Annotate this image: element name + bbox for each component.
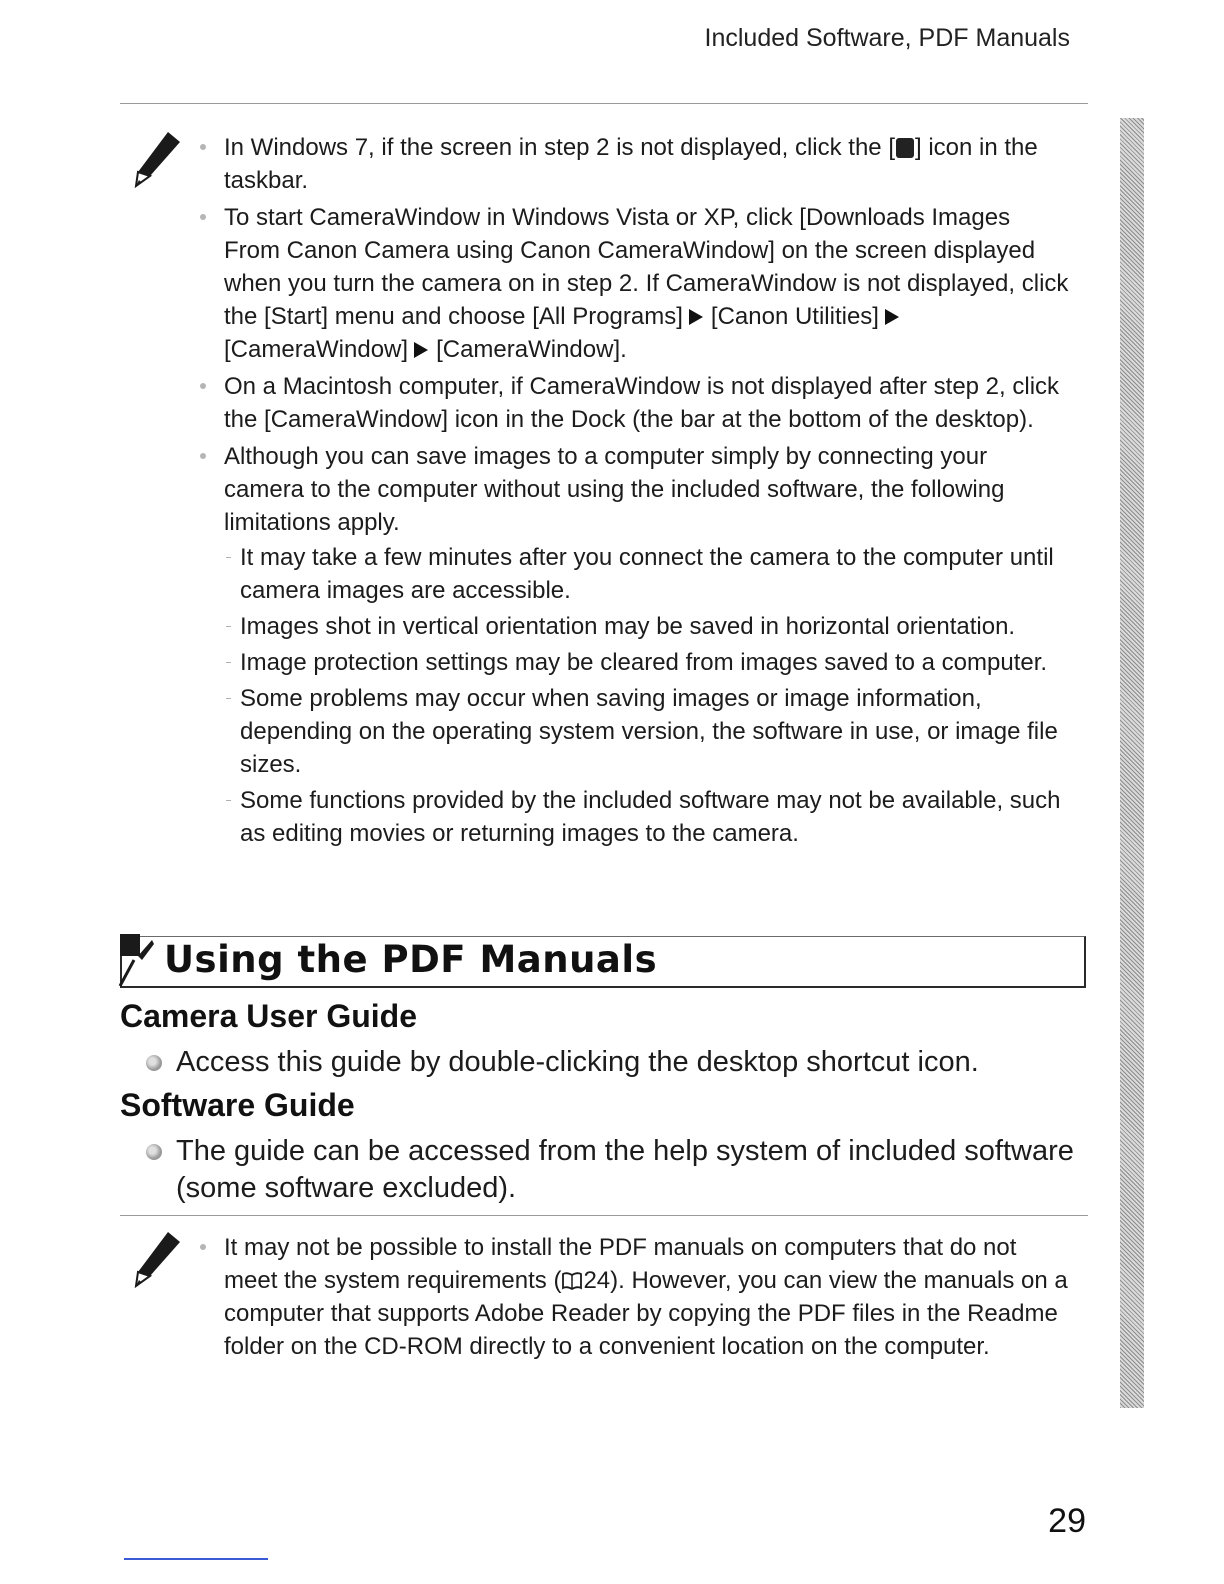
limitation-item — [224, 541, 1070, 607]
camera-user-guide-item — [144, 1044, 1084, 1081]
bullet-dot — [146, 1055, 162, 1071]
dash-marker — [226, 800, 231, 801]
limitation-item — [224, 682, 1070, 781]
note-divider — [120, 1215, 1088, 1216]
arrow-right-icon — [689, 309, 703, 325]
note-list-1 — [200, 131, 1070, 854]
guide-text: Access this guide by double-clicking the desktop shortcut icon. — [176, 1046, 979, 1078]
limitation-text: Some problems may occur when saving images or image information, depending on the operating system version, the software in use, or image file sizes. — [240, 685, 1058, 778]
bullet-dot — [200, 383, 206, 389]
dash-marker — [226, 662, 231, 663]
limitation-item — [224, 784, 1070, 850]
note-list-2 — [200, 1231, 1070, 1367]
page-number: 29 — [1048, 1502, 1086, 1540]
limitation-item — [224, 610, 1070, 643]
note-item — [200, 201, 1070, 366]
dash-marker — [226, 557, 231, 558]
limitation-text: Image protection settings may be cleared from images saved to a computer. — [240, 649, 1048, 676]
note-item — [200, 440, 1070, 850]
limitation-text: Some functions provided by the included software may not be available, such as editing movies or returning images to the camera. — [240, 787, 1061, 847]
note-item — [200, 131, 1070, 197]
note-text: [CameraWindow]. — [436, 336, 627, 363]
top-divider — [120, 103, 1088, 104]
pencil-note-icon — [134, 128, 182, 188]
software-guide-heading: Software Guide — [120, 1087, 355, 1123]
note-text: [CameraWindow] — [224, 336, 409, 363]
arrow-right-icon — [885, 309, 899, 325]
note-item — [200, 370, 1070, 436]
dash-marker — [226, 698, 231, 699]
bullet-dot — [200, 214, 206, 220]
note-text: 24). However, you can view the manuals on a computer that supports Adobe Reader by copying the PDF files in the Readme folder on the CD-ROM directly to a convenient location on the computer. — [224, 1267, 1068, 1360]
note-text: In Windows 7, if the screen in step 2 is not displayed, click the [ — [224, 134, 895, 161]
book-reference-icon — [561, 1271, 583, 1291]
bullet-dot — [146, 1144, 162, 1160]
software-guide-item — [144, 1133, 1084, 1207]
note-text: To start CameraWindow in Windows Vista or XP, click [Downloads Images From Canon Camera using Canon CameraWindow] on the screen displayed when you turn the camera on in step 2. If CameraWindow is not displayed, click the [Start] menu and choose [All Programs] — [224, 204, 1069, 330]
limitation-text: Images shot in vertical orientation may be saved in horizontal orientation. — [240, 613, 1016, 640]
dash-marker — [226, 626, 231, 627]
note-text: Although you can save images to a computer simply by connecting your camera to the computer without using the included software, the following limitations apply. — [224, 443, 1005, 536]
arrow-right-icon — [414, 342, 428, 358]
note-text: On a Macintosh computer, if CameraWindow is not displayed after step 2, click the [CameraWindow] icon in the Dock (the bar at the bottom of the desktop). — [224, 373, 1060, 433]
bullet-dot — [200, 453, 206, 459]
section-title: Using the PDF Manuals — [164, 938, 658, 981]
side-tab-strip — [1120, 118, 1144, 1408]
note-text: [Canon Utilities] — [710, 303, 879, 330]
camera-window-icon — [896, 138, 914, 158]
limitations-list — [224, 541, 1070, 850]
page-header-title: Included Software, PDF Manuals — [704, 24, 1070, 52]
limitation-item — [224, 646, 1070, 679]
section-marker-icon — [112, 930, 156, 990]
guide-text: The guide can be accessed from the help system of included software (some software excluded). — [176, 1135, 1074, 1204]
footer-line — [124, 1558, 268, 1560]
bullet-dot — [200, 144, 206, 150]
note-text: ] icon in the taskbar. — [224, 134, 1038, 194]
limitation-text: It may take a few minutes after you connect the camera to the computer until camera images are accessible. — [240, 544, 1054, 604]
camera-user-guide-heading: Camera User Guide — [120, 998, 418, 1034]
bullet-dot — [200, 1244, 206, 1250]
note-text: It may not be possible to install the PDF manuals on computers that do not meet the system requirements ( — [224, 1234, 1017, 1294]
pencil-note-icon — [134, 1228, 182, 1288]
note-item — [200, 1231, 1070, 1363]
